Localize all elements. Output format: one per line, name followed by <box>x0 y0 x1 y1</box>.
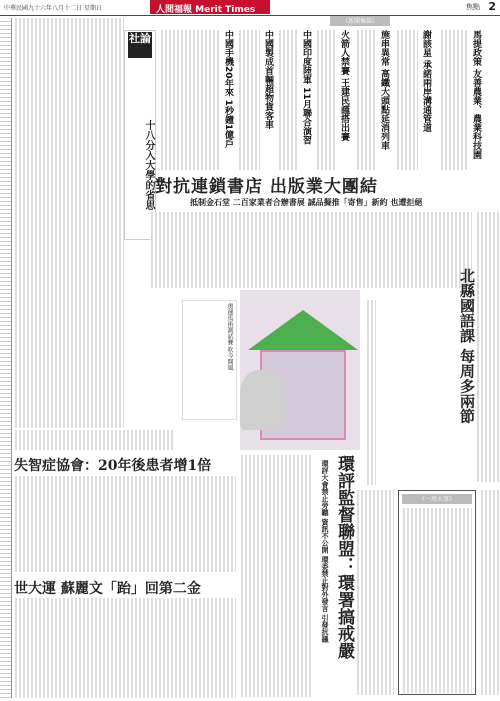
editorial-title: 十八分入大學的省思 <box>143 120 154 210</box>
masthead: 人間福報 Merit Times <box>150 0 270 14</box>
news-digest-tag: 《新聞集錦》 <box>330 16 390 26</box>
env-text <box>240 455 312 697</box>
dementia-text <box>14 476 236 572</box>
story-headline-3[interactable]: 施串異常 高鐵大頭點延消列車 <box>379 30 389 151</box>
photo-caption: 奧運馬術測試賽 吹今開風 <box>182 300 237 420</box>
equestrian-photo <box>240 290 360 450</box>
story-headline-2[interactable]: 謝該星 承諾兩岸溝通管道 <box>421 30 431 133</box>
lead-subhead: 抵制金石堂 二百家業者合辦書展 誠品擬推「寄售」新約 也遭拒絕 <box>190 197 423 207</box>
story-headline-6[interactable]: 中國製成首輛超物貨客車 <box>263 30 273 129</box>
story-text-7 <box>160 30 220 170</box>
story-headline-4[interactable]: 火箭人禁賽 王建民謹搭出賽 <box>339 30 349 142</box>
story-headline-5[interactable]: 中國印度陸軍 11月聯合演習 <box>301 30 311 145</box>
side-story-text <box>366 300 376 485</box>
story-headline-7[interactable]: 中國手機20年來 1秒鐘1億戶 <box>223 30 233 149</box>
pavilion-roof <box>248 310 358 350</box>
lead-headline[interactable]: 對抗連鎖書店 出版業大團結 <box>155 177 378 197</box>
env-text-right <box>356 490 394 695</box>
env-subhead: 環評大會禁止旁聽 資訊不公開 環委禁止對外發言 引發抗議 <box>321 460 330 643</box>
left-lower-text <box>14 430 174 450</box>
page-number: 2 <box>488 0 496 13</box>
story-text-1 <box>440 30 468 170</box>
story-text-4 <box>316 30 336 170</box>
left-margin-strip <box>0 18 12 698</box>
right-edge-text <box>476 212 500 482</box>
sports-headline[interactable]: 世大運 蘇麗文「跆」回第二金 <box>14 581 201 597</box>
story-headline-1[interactable]: 馬提政策 友善農業、農業科技園 <box>471 30 481 160</box>
dateline: 中華民國九十六年八月十二日 星期日 <box>4 5 102 12</box>
story-text-2 <box>396 30 418 170</box>
horse-figure <box>240 370 285 430</box>
section-label: 焦點 <box>466 3 480 11</box>
dementia-headline[interactable]: 失智症協會：20年後患者增1倍 <box>14 458 212 474</box>
sports-text <box>14 598 236 698</box>
far-right-text <box>480 490 500 695</box>
week-events-text <box>402 508 472 693</box>
left-article-text <box>14 18 124 428</box>
story-text-5 <box>278 30 298 170</box>
story-text-3 <box>356 30 376 170</box>
week-tag: 《一周大事》 <box>402 494 472 504</box>
page-header <box>0 0 500 16</box>
side-story-headline[interactable]: 北縣國語課 每周多兩節 <box>458 268 476 424</box>
env-headline[interactable]: 環評監督聯盟：環署搞戒嚴 <box>334 455 354 659</box>
editorial-tag: 社論 <box>128 32 152 58</box>
story-text-6 <box>238 30 260 170</box>
